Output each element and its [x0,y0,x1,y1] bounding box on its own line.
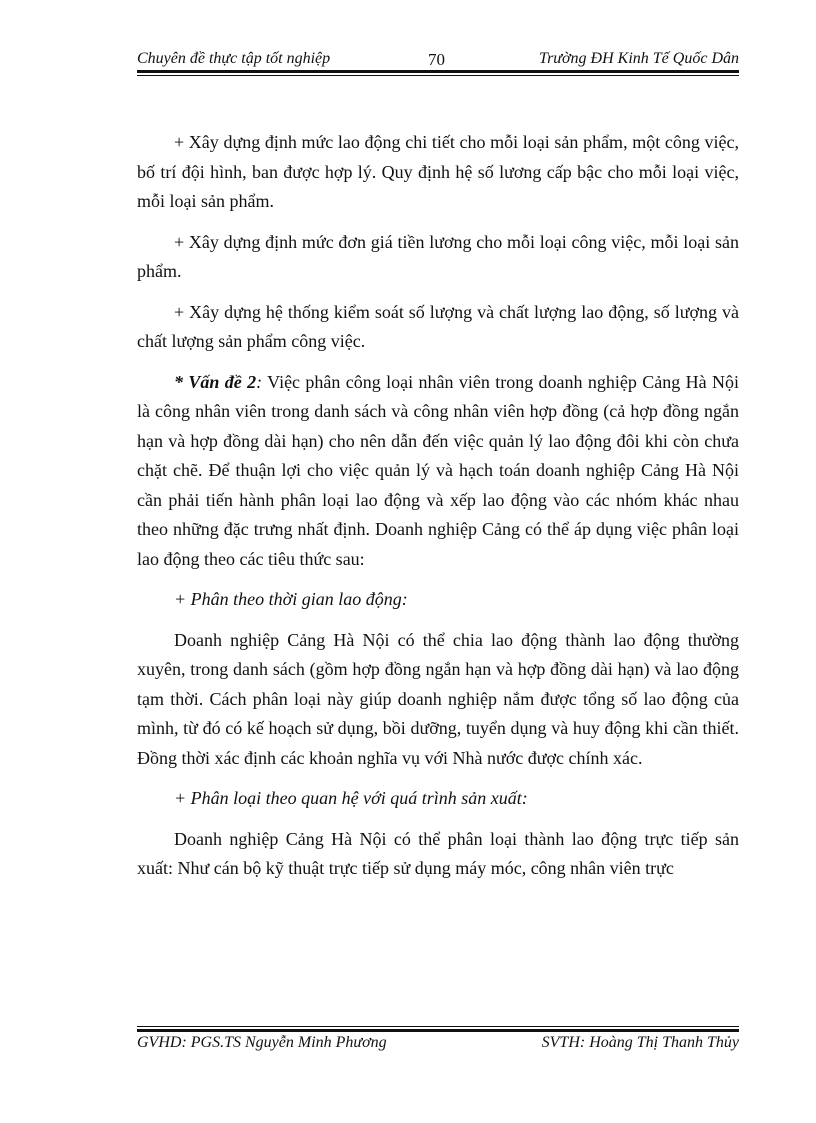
heading-classify-by-production: + Phân loại theo quan hệ với quá trình sản xuất: [174,788,528,808]
page-number: 70 [428,50,445,69]
issue-2-text: Việc phân công loại nhân viên trong doanh nghiệp Cảng Hà Nội là công nhân viên trong danh sách và công nhân viên hợp đồng (cả hợp đồng ngắn hạn và hợp đồng dài hạn) cho nên dẫn đến việc quản lý lao động đôi khi còn chưa chặt chẽ. Để thuận lợi cho việc quản lý và hạch toán doanh nghiệp Cảng Hà Nội cần phải tiến hành phân loại lao động và xếp lao động vào các nhóm khác nhau theo những đặc trưng nhất định. Doanh nghiệp Cảng có thể áp dụng việc phân loại lao động theo các tiêu thức sau: [137,371,739,569]
paragraph-quality-control: + Xây dựng hệ thống kiểm soát số lượng và chất lượng lao động, số lượng và chất lượng sản phẩm công việc. [137,301,739,351]
footer-student: SVTH: Hoàng Thị Thanh Thủy [541,1034,739,1051]
paragraph-classify-by-time: Doanh nghiệp Cảng Hà Nội có thể chia lao động thành lao động thường xuyên, trong danh sách (gồm hợp đồng ngắn hạn và hợp đồng dài hạn) và lao động tạm thời. Cách phân loại này giúp doanh nghiệp nắm được tổng số lao động của mình, từ đó có kế hoạch sử dụng, bồi dưỡng, tuyển dụng và huy động khi cần thiết. Đồng thời xác định các khoản nghĩa vụ với Nhà nước được chính xác. [137,629,739,768]
issue-2-colon: : [256,371,263,392]
heading-classify-by-time: + Phân theo thời gian lao động: [174,589,408,609]
paragraph-classify-by-production: Doanh nghiệp Cảng Hà Nội có thể phân loại thành lao động trực tiếp sản xuất: Như cán bộ kỹ thuật trực tiếp sử dụng máy móc, công nhân viên trực [137,828,739,878]
page-header [137,46,739,72]
footer-rule-thin [137,1026,739,1027]
paragraph-issue-2 [137,368,739,575]
header-rule-thin [137,75,739,76]
document-body [137,128,739,895]
page-footer [137,1034,739,1058]
issue-2-label: * Vấn đề 2 [174,371,257,392]
header-rule-thick [137,70,739,73]
footer-supervisor: GVHD: PGS.TS Nguyễn Minh Phương [137,1034,387,1051]
footer-rule-thick [137,1029,739,1032]
paragraph-labor-norms: + Xây dựng định mức lao động chi tiết cho mỗi loại sản phẩm, một công việc, bố trí đội hình, ban được hợp lý. Quy định hệ số lương cấp bậc cho mỗi loại việc, mỗi loại sản phẩm. [137,132,739,211]
header-course-title: Chuyên đề thực tập tốt nghiệp [137,50,331,67]
paragraph-wage-norms: + Xây dựng định mức đơn giá tiền lương cho mỗi loại công việc, mỗi loại sản phẩm. [137,231,739,281]
header-university: Trường ĐH Kinh Tế Quốc Dân [539,50,739,67]
